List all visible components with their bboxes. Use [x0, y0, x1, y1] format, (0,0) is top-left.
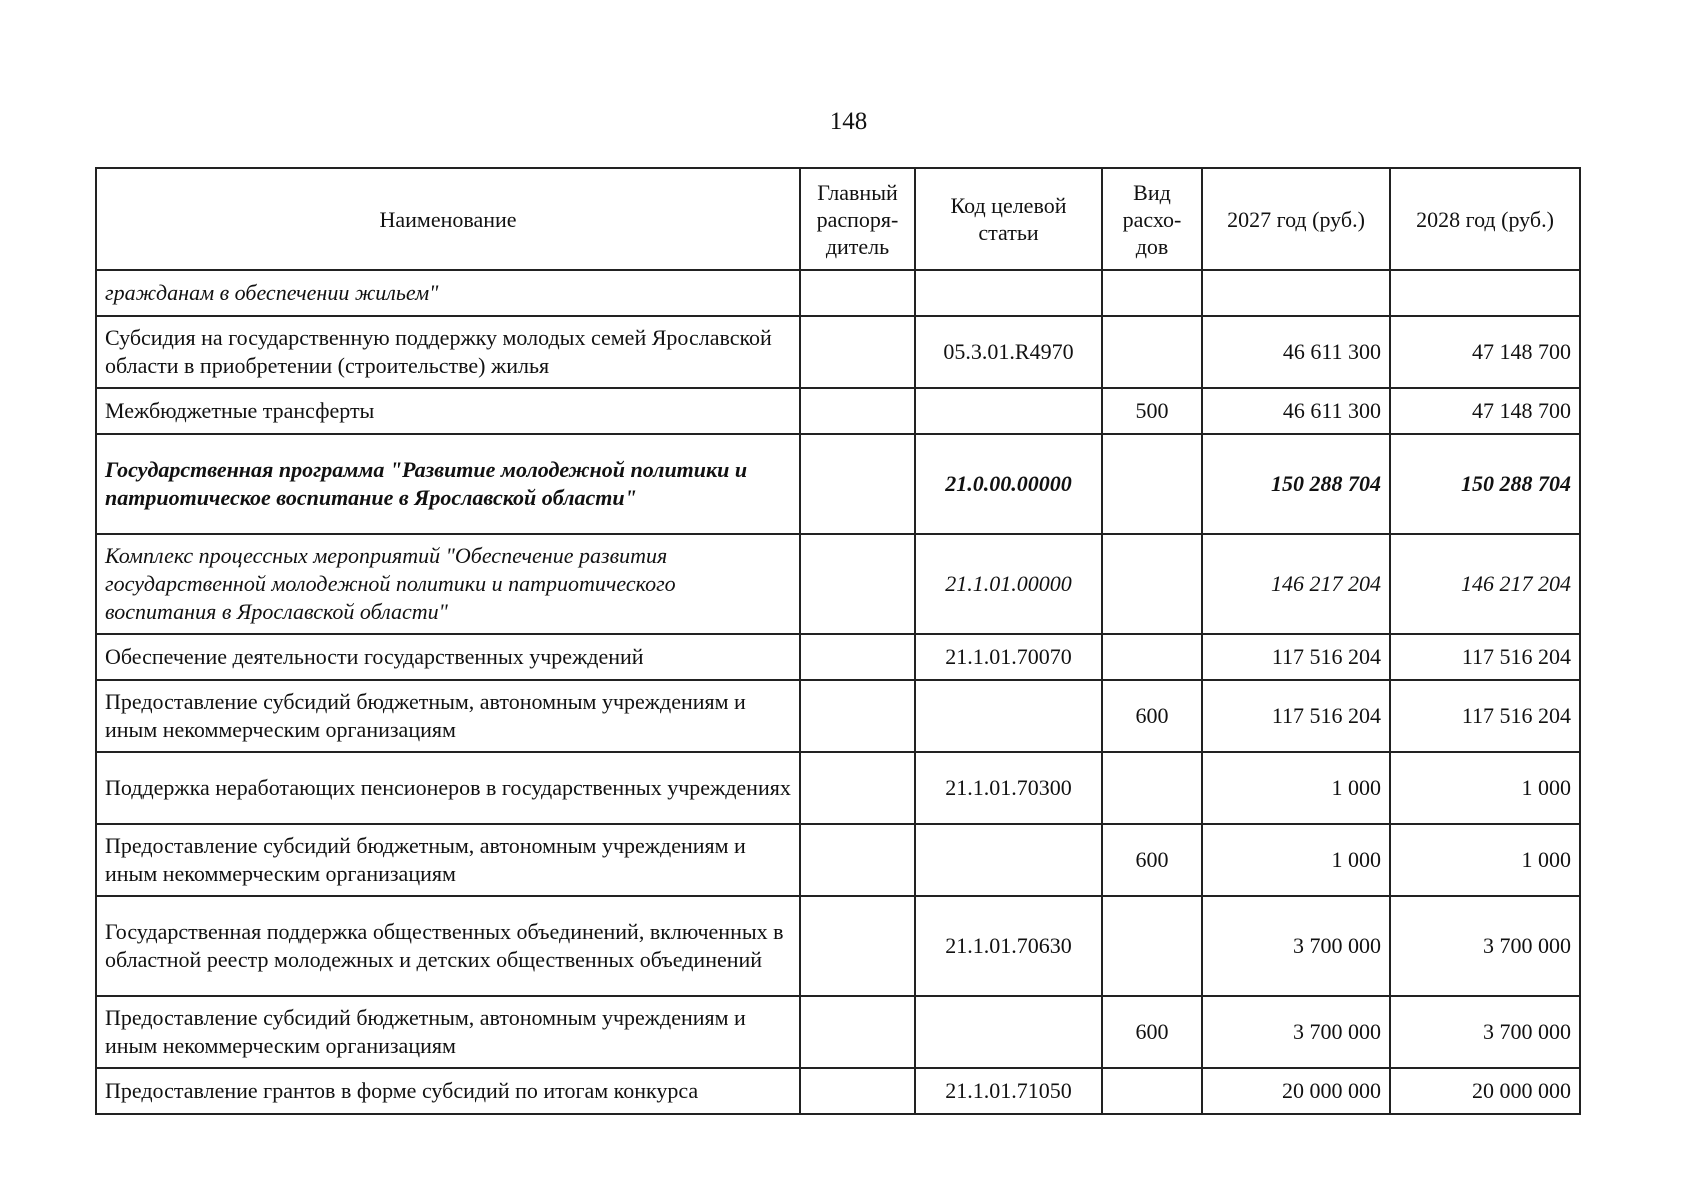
table-row — [96, 824, 1580, 896]
row-2028: 117 516 204 — [1390, 680, 1580, 752]
row-name: Поддержка неработающих пенсионеров в государственных учреждениях — [96, 752, 800, 824]
table-row — [96, 1068, 1580, 1114]
row-manager — [800, 1068, 915, 1114]
row-code: 21.1.01.70300 — [915, 752, 1102, 824]
row-2027: 146 217 204 — [1202, 534, 1390, 634]
table-row — [96, 896, 1580, 996]
row-2027: 46 611 300 — [1202, 388, 1390, 434]
row-manager — [800, 316, 915, 388]
table-row — [96, 680, 1580, 752]
row-2028: 150 288 704 — [1390, 434, 1580, 534]
table-row — [96, 270, 1580, 316]
row-kind: 600 — [1102, 680, 1202, 752]
row-name: Предоставление субсидий бюджетным, автономным учреждениям и иным некоммерческим организациям — [96, 824, 800, 896]
row-code: 21.0.00.00000 — [915, 434, 1102, 534]
row-2028: 117 516 204 — [1390, 634, 1580, 680]
row-name: Комплекс процессных мероприятий "Обеспечение развития государственной молодежной политики и патриотического воспитания в Ярославской области" — [96, 534, 800, 634]
row-kind: 500 — [1102, 388, 1202, 434]
row-kind — [1102, 270, 1202, 316]
row-name: Межбюджетные трансферты — [96, 388, 800, 434]
header-code: Код целевой статьи — [915, 168, 1102, 270]
row-code — [915, 996, 1102, 1068]
row-manager — [800, 634, 915, 680]
budget-table — [95, 167, 1581, 1115]
row-code — [915, 388, 1102, 434]
row-manager — [800, 996, 915, 1068]
table-row — [96, 534, 1580, 634]
row-2028: 146 217 204 — [1390, 534, 1580, 634]
header-2027: 2027 год (руб.) — [1202, 168, 1390, 270]
page-number: 148 — [829, 108, 868, 135]
row-code: 21.1.01.00000 — [915, 534, 1102, 634]
row-name: гражданам в обеспечении жильем" — [96, 270, 800, 316]
row-code: 21.1.01.71050 — [915, 1068, 1102, 1114]
table-header-row — [96, 168, 1580, 270]
table-row — [96, 434, 1580, 534]
row-2027: 1 000 — [1202, 824, 1390, 896]
row-2028 — [1390, 270, 1580, 316]
table-row — [96, 316, 1580, 388]
row-2028: 47 148 700 — [1390, 388, 1580, 434]
row-manager — [800, 752, 915, 824]
row-manager — [800, 824, 915, 896]
row-2027: 117 516 204 — [1202, 634, 1390, 680]
row-2027 — [1202, 270, 1390, 316]
row-2027: 46 611 300 — [1202, 316, 1390, 388]
row-2027: 117 516 204 — [1202, 680, 1390, 752]
table-row — [96, 996, 1580, 1068]
row-name: Предоставление грантов в форме субсидий по итогам конкурса — [96, 1068, 800, 1114]
row-name: Предоставление субсидий бюджетным, автономным учреждениям и иным некоммерческим организациям — [96, 680, 800, 752]
row-kind — [1102, 752, 1202, 824]
row-kind: 600 — [1102, 824, 1202, 896]
row-code: 21.1.01.70070 — [915, 634, 1102, 680]
header-2028: 2028 год (руб.) — [1390, 168, 1580, 270]
row-2028: 1 000 — [1390, 752, 1580, 824]
row-name: Субсидия на государственную поддержку молодых семей Ярославской области в приобретении (строительстве) жилья — [96, 316, 800, 388]
row-code — [915, 680, 1102, 752]
row-manager — [800, 270, 915, 316]
header-kind: Вид расхо-дов — [1102, 168, 1202, 270]
row-2027: 150 288 704 — [1202, 434, 1390, 534]
row-kind — [1102, 316, 1202, 388]
table-row — [96, 752, 1580, 824]
row-code — [915, 270, 1102, 316]
row-kind — [1102, 534, 1202, 634]
row-manager — [800, 680, 915, 752]
row-code: 05.3.01.R4970 — [915, 316, 1102, 388]
row-kind — [1102, 896, 1202, 996]
row-kind — [1102, 434, 1202, 534]
header-name: Наименование — [96, 168, 800, 270]
row-2027: 3 700 000 — [1202, 896, 1390, 996]
row-kind — [1102, 634, 1202, 680]
row-manager — [800, 896, 915, 996]
row-manager — [800, 434, 915, 534]
row-kind: 600 — [1102, 996, 1202, 1068]
row-2028: 3 700 000 — [1390, 996, 1580, 1068]
row-2027: 3 700 000 — [1202, 996, 1390, 1068]
row-2027: 1 000 — [1202, 752, 1390, 824]
row-name: Государственная программа "Развитие молодежной политики и патриотическое воспитание в Ярославской области" — [96, 434, 800, 534]
row-2028: 47 148 700 — [1390, 316, 1580, 388]
header-manager: Главный распоря-дитель — [800, 168, 915, 270]
row-2027: 20 000 000 — [1202, 1068, 1390, 1114]
row-kind — [1102, 1068, 1202, 1114]
row-manager — [800, 534, 915, 634]
row-name: Предоставление субсидий бюджетным, автономным учреждениям и иным некоммерческим организациям — [96, 996, 800, 1068]
row-name: Государственная поддержка общественных объединений, включенных в областной реестр молодежных и детских общественных объединений — [96, 896, 800, 996]
row-name: Обеспечение деятельности государственных учреждений — [96, 634, 800, 680]
row-2028: 20 000 000 — [1390, 1068, 1580, 1114]
row-2028: 1 000 — [1390, 824, 1580, 896]
row-2028: 3 700 000 — [1390, 896, 1580, 996]
table-row — [96, 634, 1580, 680]
row-code — [915, 824, 1102, 896]
row-code: 21.1.01.70630 — [915, 896, 1102, 996]
table-row — [96, 388, 1580, 434]
row-manager — [800, 388, 915, 434]
